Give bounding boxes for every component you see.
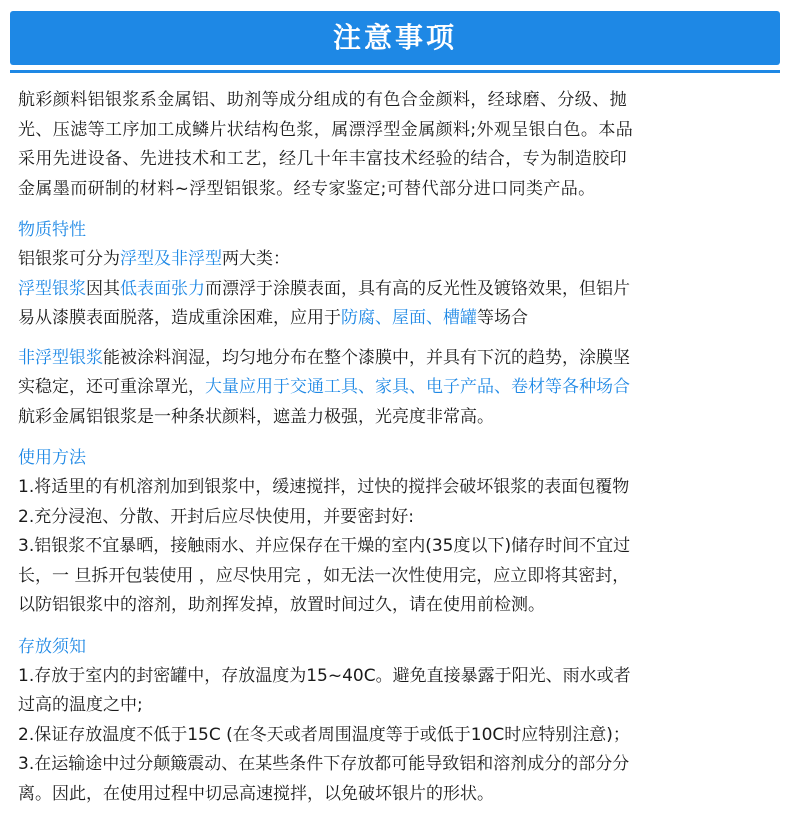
page-title: 注意事项 xyxy=(332,21,457,54)
properties-line xyxy=(18,373,778,403)
text: 能被涂料润湿，均匀地分布在整个漆膜中，并具有下沉的趋势，涂膜坚 xyxy=(103,347,630,368)
storage-line: 1.存放于室内的封密罐中，存放温度为15~40C。避免直接暴露于阳光、雨水或者 xyxy=(18,665,631,686)
highlight-text: 浮型及非浮型 xyxy=(120,249,222,269)
section-title-storage: 存放须知 xyxy=(18,636,86,657)
section-usage xyxy=(18,444,778,621)
properties-line xyxy=(18,245,778,275)
highlight-text: 非浮型银浆 xyxy=(18,347,103,368)
header xyxy=(0,0,790,80)
intro-paragraph xyxy=(18,86,778,204)
text: 铝银浆可分为 xyxy=(18,249,120,269)
intro-line: 航彩颜料铝银浆系金属铝、助剂等成分组成的有色合金颜料，经球磨、分级、抛 xyxy=(18,90,627,110)
text: 两大类： xyxy=(222,249,290,269)
highlight-text: 浮型银浆 xyxy=(18,278,86,299)
storage-line: 离。因此，在使用过程中切忌高速搅拌，以免破坏银片的形状。 xyxy=(18,783,494,804)
storage-line: 过高的温度之中; xyxy=(18,695,143,715)
section-properties xyxy=(18,216,778,432)
intro-line: 金属墨而研制的材料~浮型铝银浆。经专家鉴定;可替代部分进口同类产品。 xyxy=(18,178,596,199)
highlight-text: 低表面张力 xyxy=(120,278,205,299)
text: 易从漆膜表面脱落，造成重涂困难，应用于 xyxy=(18,308,341,328)
properties-line: 航彩金属铝银浆是一种条状颜料，遮盖力极强，光亮度非常高。 xyxy=(18,406,494,427)
usage-line: 长，一 旦拆开包装使用 ，应尽快用完 ，如无法一次性使用完，应立即将其密封， xyxy=(18,565,630,586)
section-title-usage: 使用方法 xyxy=(18,448,86,468)
highlight-text: 防腐、屋面、槽罐 xyxy=(341,308,477,328)
properties-line xyxy=(18,304,778,334)
highlight-text: 大量应用于交通工具、家具、电子产品、卷材等各种场合 xyxy=(205,377,630,397)
header-underline xyxy=(10,70,780,73)
storage-line: 3.在运输途中过分颠簸震动、在某些条件下存放都可能导致铝和溶剂成分的部分分 xyxy=(18,754,630,774)
usage-line: 2.充分浸泡、分散、开封后应尽快使用，并要密封好: xyxy=(18,506,414,527)
intro-line: 采用先进设备、先进技术和工艺，经几十年丰富技术经验的结合，专为制造胶印 xyxy=(18,149,627,169)
text: 等场合 xyxy=(477,308,528,328)
content xyxy=(18,86,778,809)
properties-line xyxy=(18,275,778,305)
intro-line: 光、压滤等工序加工成鳞片状结构色浆，属漂浮型金属颜料;外观呈银白色。本品 xyxy=(18,119,634,140)
text: 而漂浮于涂膜表面，具有高的反光性及镀铬效果，但铝片 xyxy=(205,278,630,299)
usage-line: 以防铝银浆中的溶剂，助剂挥发掉，放置时间过久，请在使用前检测。 xyxy=(18,595,545,615)
properties-line xyxy=(18,344,778,374)
text: 实稳定，还可重涂罩光， xyxy=(18,377,205,397)
section-title-properties: 物质特性 xyxy=(18,220,86,240)
section-storage xyxy=(18,633,778,810)
text: 因其 xyxy=(86,278,120,299)
usage-line: 1.将适里的有机溶剂加到银浆中，缓速搅拌，过快的搅拌会破坏银浆的表面包覆物 xyxy=(18,477,630,497)
usage-line: 3.铝银浆不宜暴晒，接触雨水、并应保存在干燥的室内(35度以下)储存时间不宜过 xyxy=(18,536,631,556)
storage-line: 2.保证存放温度不低于15C (在冬天或者周围温度等于或低于10C时应特别注意)； xyxy=(18,724,630,745)
